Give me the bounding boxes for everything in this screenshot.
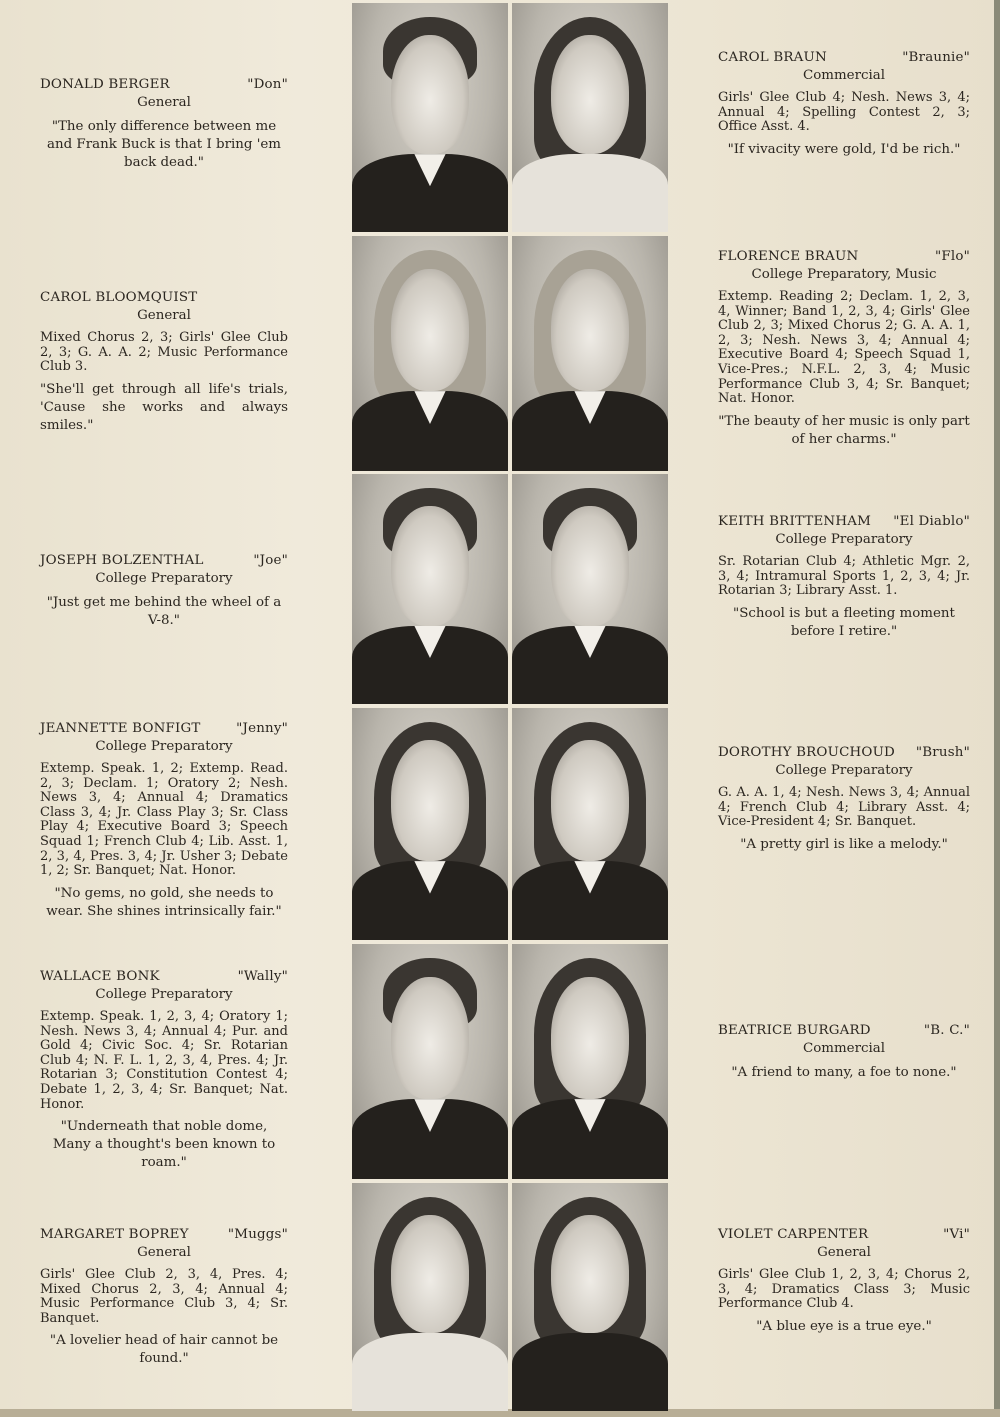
portrait-photo <box>512 1183 668 1411</box>
student-quote: "School is but a fleeting moment before I retire." <box>733 605 955 639</box>
student-activities: Girls' Glee Club 1, 2, 3, 4; Chorus 2, 3, 4; Dramatics Class 3; Music Performance Club 4. <box>718 1267 970 1312</box>
student-quote: "A pretty girl is like a melody." <box>740 836 948 852</box>
student-course: Commercial <box>802 1041 886 1056</box>
student-quote: "If vivacity were gold, I'd be rich." <box>727 141 961 157</box>
student-quote: "A friend to many, a foe to none." <box>731 1065 957 1080</box>
student-name: MARGARET BOPREY <box>40 1227 189 1242</box>
student-nickname: "Jenny" <box>236 721 288 736</box>
student-nickname: "Wally" <box>237 969 288 984</box>
student-nickname: "Brush" <box>915 745 970 760</box>
student-quote: "A blue eye is a true eye." <box>756 1318 932 1334</box>
portrait-photo <box>352 1183 508 1411</box>
student-nickname: "Don" <box>247 77 288 92</box>
portrait-photo <box>352 474 508 704</box>
student-course: General <box>137 95 191 110</box>
student-name: JOSEPH BOLZENTHAL <box>40 553 204 568</box>
portrait-photo <box>352 708 508 940</box>
portrait-photo <box>512 236 668 471</box>
student-activities: Girls' Glee Club 2, 3, 4, Pres. 4; Mixed Chorus 2, 3, 4; Annual 4; Music Performance Club 3, 4; Sr. Banquet. <box>40 1267 288 1326</box>
student-name: WALLACE BONK <box>40 969 160 984</box>
student-entry-brittenham <box>718 513 970 641</box>
portrait-photo <box>512 3 668 232</box>
student-course: College Preparatory <box>775 532 913 547</box>
student-name: DOROTHY BROUCHOUD <box>718 745 895 760</box>
student-nickname: "Braunie" <box>902 50 970 65</box>
student-name: JEANNETTE BONFIGT <box>40 721 201 736</box>
student-course: College Preparatory <box>95 739 233 754</box>
student-activities: Extemp. Speak. 1, 2; Extemp. Read. 2, 3; Declam. 1; Oratory 2; Nesh. News 3, 4; Annual 4; Dramatics Class 3, 4; Jr. Class Play 3; Sr. Class Play 4; Executive Board 3; Speech Squad 1; French Club 4; Lib. Asst. 1, 2, 3, 4, Pres. 3, 4; Jr. Usher 3; Debate 1, 2; Sr. Banquet; Nat. Honor. <box>40 761 288 879</box>
student-entry-carpenter <box>718 1226 970 1336</box>
student-course: College Preparatory <box>775 763 913 778</box>
student-name: CAROL BRAUN <box>718 50 827 65</box>
student-activities: Mixed Chorus 2, 3; Girls' Glee Club 2, 3; G. A. A. 2; Music Performance Club 3. <box>40 330 288 375</box>
student-name: VIOLET CARPENTER <box>718 1227 869 1242</box>
portrait-photo <box>352 3 508 232</box>
student-nickname: "Flo" <box>935 249 970 264</box>
student-nickname: "B. C." <box>923 1023 970 1038</box>
student-quote: "No gems, no gold, she needs to wear. She shines intrinsically fair." <box>46 885 282 919</box>
portrait-photo <box>512 944 668 1179</box>
student-entry-boprey <box>40 1226 288 1368</box>
student-quote: "A lovelier head of hair cannot be found." <box>49 1333 279 1367</box>
portrait-photo <box>512 708 668 940</box>
student-nickname: "Vi" <box>943 1227 970 1242</box>
student-entry-brouchoud <box>718 744 970 854</box>
student-entry-burgard <box>718 1022 970 1082</box>
student-course: College Preparatory, Music <box>751 267 937 282</box>
student-name: CAROL BLOOMQUIST <box>40 290 198 305</box>
portrait-photo <box>512 474 668 704</box>
student-quote: "Underneath that noble dome, Many a thought's been known to roam." <box>52 1119 276 1171</box>
student-nickname: "Joe" <box>253 553 288 568</box>
student-nickname: "El Diablo" <box>893 514 970 529</box>
student-course: General <box>817 1245 871 1260</box>
student-quote: "The only difference between me and Frank Buck is that I bring 'em back dead." <box>46 119 282 170</box>
student-entry-berger <box>40 76 288 172</box>
student-course: College Preparatory <box>95 571 233 586</box>
student-name: BEATRICE BURGARD <box>718 1023 871 1038</box>
page-edge-right <box>994 0 1000 1417</box>
student-course: General <box>137 308 191 323</box>
student-name: FLORENCE BRAUN <box>718 249 859 264</box>
student-entry-bloomquist <box>40 289 288 435</box>
portrait-photo <box>352 944 508 1179</box>
student-quote: "Just get me behind the wheel of a V-8." <box>46 595 282 628</box>
student-entry-braun-f <box>718 248 970 449</box>
student-activities: Extemp. Reading 2; Declam. 1, 2, 3, 4, Winner; Band 1, 2, 3, 4; Girls' Glee Club 2, 3; Mixed Chorus 2; G. A. A. 1, 2, 3; Nesh. News 3, 4; Annual 4; Executive Board 4; Speech Squad 1, Vice-Pres.; N.F.L. 2, 3, 4; Music Performance Club 3, 4; Sr. Banquet; Nat. Honor. <box>718 289 970 407</box>
student-activities: G. A. A. 1, 4; Nesh. News 3, 4; Annual 4; French Club 4; Library Asst. 4; Vice-President 4; Sr. Banquet. <box>718 785 970 830</box>
student-entry-bonfigt <box>40 720 288 921</box>
student-activities: Sr. Rotarian Club 4; Athletic Mgr. 2, 3, 4; Intramural Sports 1, 2, 3, 4; Jr. Rotarian 3; Library Asst. 1. <box>718 554 970 599</box>
student-entry-bonk <box>40 968 288 1172</box>
student-entry-braun-c <box>718 49 970 159</box>
student-activities: Girls' Glee Club 4; Nesh. News 3, 4; Annual 4; Spelling Contest 2, 3; Office Asst. 4. <box>718 90 970 135</box>
student-course: General <box>137 1245 191 1260</box>
student-nickname: "Muggs" <box>227 1227 288 1242</box>
student-quote: "She'll get through all life's trials, 'Cause she works and always smiles." <box>40 381 288 433</box>
student-course: Commercial <box>802 68 886 83</box>
portrait-photo <box>352 236 508 471</box>
student-quote: "The beauty of her music is only part of her charms." <box>718 413 970 447</box>
student-activities: Extemp. Speak. 1, 2, 3, 4; Oratory 1; Nesh. News 3, 4; Annual 4; Pur. and Gold 4; Civic Soc. 4; Sr. Rotarian Club 4; N. F. L. 1, 2, 3, 4, Pres. 4; Jr. Rotarian 3; Constitution Contest 4; Debate 1, 2, 3, 4; Sr. Banquet; Nat. Honor. <box>40 1009 288 1112</box>
student-name: KEITH BRITTENHAM <box>718 514 872 529</box>
student-entry-bolzenthal <box>40 552 288 630</box>
student-course: College Preparatory <box>95 987 233 1002</box>
student-name: DONALD BERGER <box>40 77 170 92</box>
